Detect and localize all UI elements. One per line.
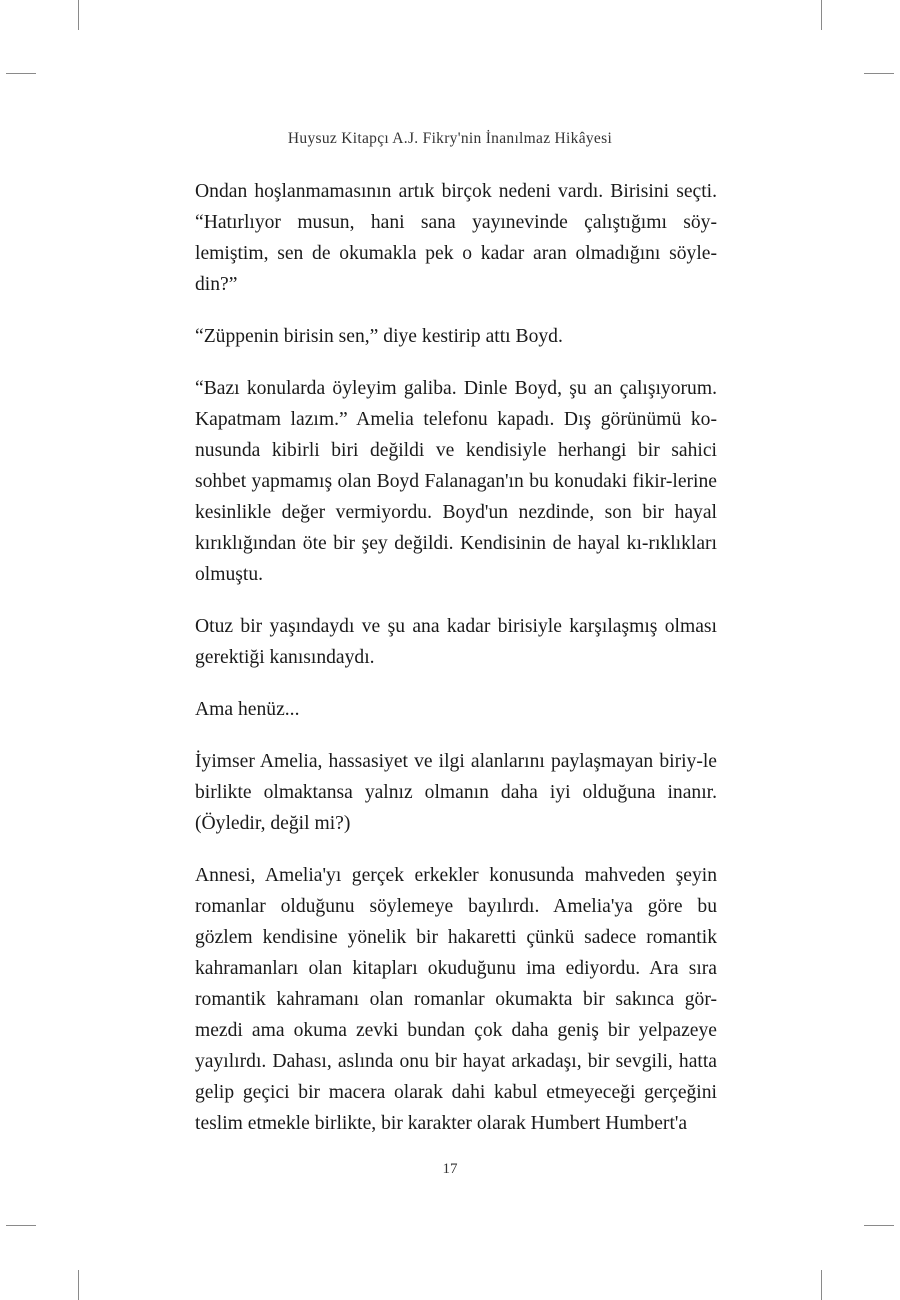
crop-mark-bottom-left xyxy=(78,1270,79,1300)
body-text xyxy=(195,176,717,1139)
crop-mark-left-top xyxy=(6,73,36,74)
crop-mark-bottom-right xyxy=(821,1270,822,1300)
paragraph: Ondan hoşlanmamasının artık birçok nedeni vardı. Birisini seçti. “Hatırlıyor musun, hani sana yayınevinde çalıştığımı söy-lemiştim, sen de okumakla pek o kadar aran olmadığını söyle-din?” xyxy=(195,181,717,295)
paragraph: İyimser Amelia, hassasiyet ve ilgi alanlarını paylaşmayan biriy-le birlikte olmaktansa yalnız olmanın daha iyi olduğuna inanır. (Öyledir, değil mi?) xyxy=(195,751,717,834)
paragraph: “Züppenin birisin sen,” diye kestirip attı Boyd. xyxy=(195,326,563,347)
paragraph: Annesi, Amelia'yı gerçek erkekler konusunda mahveden şeyin romanlar olduğunu söylemeye bayılırdı. Amelia'ya göre bu gözlem kendisine yönelik bir hakaretti çünkü sadece romantik kahramanları olan kitapları okuduğunu ima ediyordu. Ara sıra romantik kahramanı olan romanlar okumakta bir sakınca gör-mezdi ama okuma zevki bundan çok daha geniş bir yelpazeye yayılırdı. Dahası, aslında onu bir hayat arkadaşı, bir sevgili, hatta gelip geçici bir macera olarak dahi kabul etmeyeceği gerçeğini teslim etmekle birlikte, bir karakter olarak Humbert Humbert'a xyxy=(195,865,717,1134)
page-number: 17 xyxy=(442,1161,458,1177)
crop-mark-left-bottom xyxy=(6,1225,36,1226)
paragraph: “Bazı konularda öyleyim galiba. Dinle Boyd, şu an çalışıyorum. Kapatmam lazım.” Amelia telefonu kapadı. Dış görünümü ko-nusunda kibirli biri değildi ve kendisiyle herhangi bir sahici sohbet yapmamış olan Boyd Falanagan'ın bu konudaki fikir-lerine kesinlikle değer vermiyordu. Boyd'un nezdinde, son bir hayal kırıklığından öte bir şey değildi. Kendisinin de hayal kı-rıklıkları olmuştu. xyxy=(195,378,717,585)
paragraph: Ama henüz... xyxy=(195,699,300,720)
crop-mark-top-right xyxy=(821,0,822,30)
crop-mark-right-top xyxy=(864,73,894,74)
crop-mark-right-bottom xyxy=(864,1225,894,1226)
running-head: Huysuz Kitapçı A.J. Fikry'nin İnanılmaz Hikâyesi xyxy=(287,130,613,147)
crop-mark-top-left xyxy=(78,0,79,30)
paragraph: Otuz bir yaşındaydı ve şu ana kadar birisiyle karşılaşmış olması gerektiği kanısındaydı. xyxy=(195,616,717,668)
